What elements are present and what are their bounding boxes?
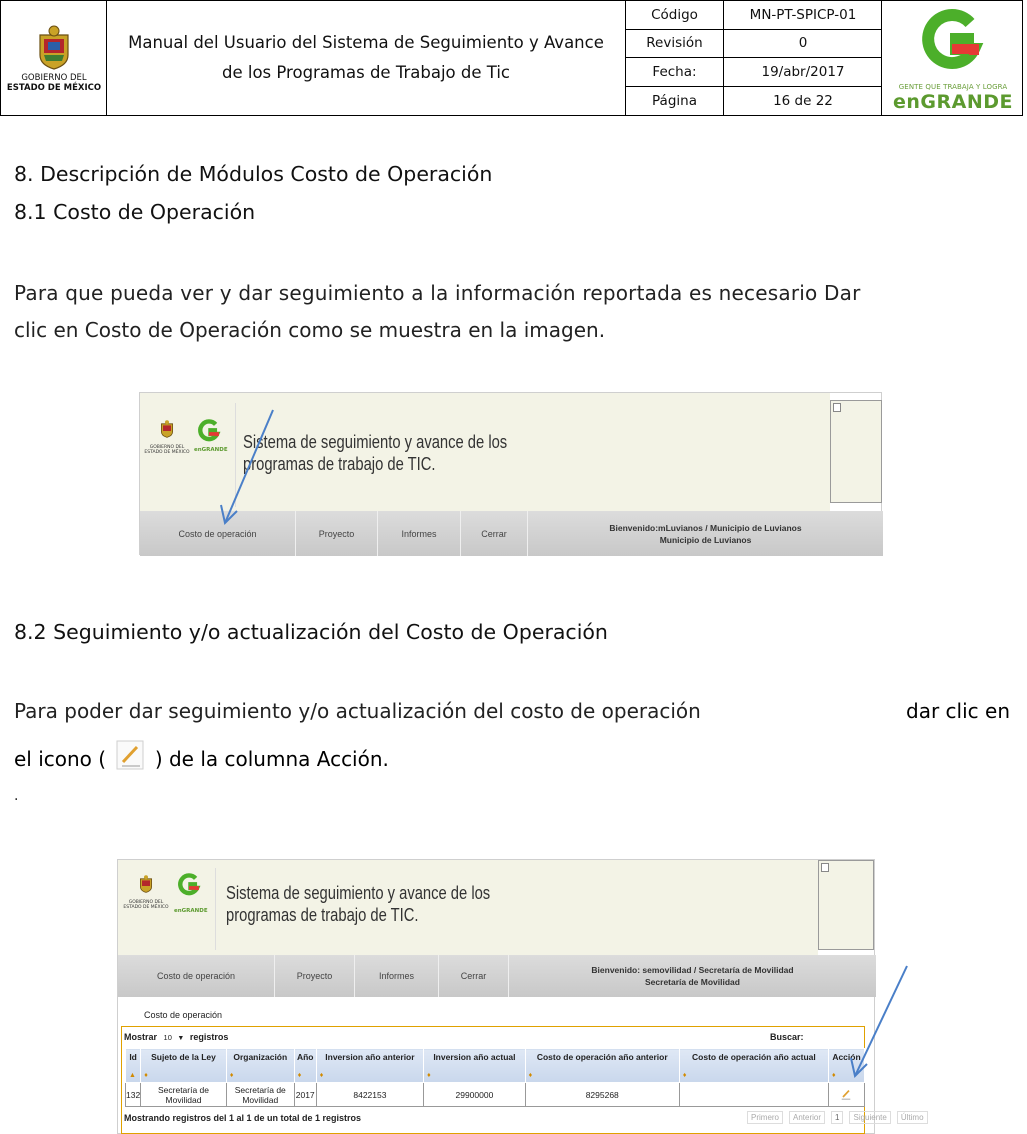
- dropdown-arrow-icon[interactable]: ▼: [177, 1035, 185, 1042]
- cell-inversion-actual: 29900000: [424, 1083, 526, 1107]
- records-label: registros: [189, 1032, 229, 1042]
- nav-informes[interactable]: Informes: [378, 511, 461, 556]
- welcome-line2: Secretaría de Movilidad: [645, 977, 740, 987]
- gob-line2: ESTADO DE MÉXICO: [6, 83, 102, 93]
- page-number[interactable]: 1: [831, 1111, 843, 1124]
- paragraph-8-2-text-d: ) de la columna Acción.: [154, 747, 389, 771]
- paragraph-8-2-line1: [14, 693, 1010, 729]
- nav-costo-operacion[interactable]: Costo de operación: [118, 955, 275, 997]
- paragraph-8-2-text-c: el icono (: [14, 747, 107, 771]
- sort-icon: ♦: [319, 1072, 324, 1079]
- system-title-line1: Sistema de seguimiento y avance de los: [243, 432, 508, 452]
- welcome-line1: Bienvenido: semovilidad / Secretaría de Movilidad: [591, 965, 794, 975]
- broken-image-icon: [821, 863, 829, 872]
- meta-key: Fecha:: [626, 58, 724, 86]
- paragraph-8-2-line2: [14, 740, 389, 777]
- nav-proyecto[interactable]: Proyecto: [275, 955, 355, 997]
- length-control: [124, 1032, 228, 1042]
- mini-engrande-text: enGRANDE: [194, 447, 228, 453]
- meta-key: Código: [626, 1, 724, 29]
- nav-informes[interactable]: Informes: [355, 955, 439, 997]
- document-meta: [626, 1, 882, 115]
- pointer-arrow: [215, 405, 285, 555]
- broken-image-box: [830, 400, 882, 503]
- sort-icon: ♦: [682, 1072, 687, 1079]
- coat-of-arms-icon: [138, 874, 154, 894]
- main-nav: [118, 955, 876, 997]
- table-panel: [121, 1026, 924, 1134]
- paragraph-8-2-text-a: Para poder dar seguimiento y/o actualización del costo de operación: [14, 699, 701, 723]
- screenshot-costo-table: [117, 859, 924, 1134]
- engrande-tagline: GENTE QUE TRABAJA Y LOGRA: [898, 83, 1008, 91]
- cell-costo-anterior: 8295268: [525, 1083, 679, 1107]
- mini-gob-text: GOBIERNO DEL ESTADO DE MÉXICO: [144, 445, 190, 455]
- nav-proyecto[interactable]: Proyecto: [296, 511, 378, 556]
- nav-costo-operacion[interactable]: Costo de operación: [140, 511, 296, 556]
- mini-engrande-text: enGRANDE: [174, 908, 208, 914]
- col-costo-anterior[interactable]: Costo de operación año anterior ♦: [525, 1049, 679, 1083]
- welcome-text: [509, 955, 876, 997]
- system-title-line2: programas de trabajo de TIC.: [226, 905, 419, 925]
- col-costo-actual[interactable]: Costo de operación año actual ♦: [679, 1049, 828, 1083]
- engrande-logo: [882, 1, 1024, 115]
- col-organizacion[interactable]: Organización ♦: [226, 1049, 294, 1083]
- sort-icon: ♦: [831, 1072, 836, 1079]
- engrande-word: enGRANDE: [893, 91, 1013, 113]
- paragraph-8-1-line2: clic en Costo de Operación como se muestra en la imagen.: [14, 318, 606, 342]
- meta-row: [626, 58, 882, 87]
- cell-sujeto: Secretaría de Movilidad: [141, 1083, 227, 1107]
- broken-image-icon: [833, 403, 841, 412]
- col-inversion-actual[interactable]: Inversion año actual ♦: [424, 1049, 526, 1083]
- sort-icon: ♦: [144, 1072, 148, 1079]
- page-first[interactable]: Primero: [747, 1111, 783, 1124]
- col-inversion-anterior[interactable]: Inversion año anterior ♦: [316, 1049, 423, 1083]
- broken-image-box: [818, 860, 874, 950]
- cell-costo-actual: [679, 1083, 828, 1107]
- document-title: Manual del Usuario del Sistema de Seguimiento y Avance de los Programas de Trabajo de Tic: [107, 1, 626, 115]
- system-title-line2: programas de trabajo de TIC.: [243, 454, 436, 474]
- meta-key: Página: [626, 87, 724, 116]
- coat-of-arms-icon: [34, 25, 74, 71]
- document-header: [0, 0, 1023, 116]
- nav-cerrar[interactable]: Cerrar: [461, 511, 528, 556]
- sort-icon: ♦: [528, 1072, 533, 1079]
- welcome-line2: Municipio de Luvianos: [659, 534, 752, 545]
- breadcrumb: Costo de operación: [144, 1010, 223, 1020]
- subsection-heading-8-1: 8.1 Costo de Operación: [14, 200, 256, 224]
- search-label: Buscar:: [770, 1032, 804, 1042]
- meta-row: [626, 87, 882, 116]
- meta-value: 16 de 22: [773, 92, 833, 109]
- col-id[interactable]: Id ▲: [126, 1049, 141, 1083]
- table-header-row: [126, 1049, 865, 1083]
- subsection-heading-8-2: 8.2 Seguimiento y/o actualización del Costo de Operación: [14, 620, 608, 644]
- section-heading: 8. Descripción de Módulos Costo de Operación: [14, 162, 493, 186]
- welcome-text: [528, 511, 883, 556]
- stray-dot: .: [14, 788, 19, 804]
- sort-icon: ♦: [229, 1072, 234, 1079]
- meta-value: 19/abr/2017: [761, 63, 845, 80]
- meta-value: MN-PT-SPICP-01: [749, 6, 857, 23]
- sort-icon: ▲: [129, 1072, 136, 1079]
- show-label: Mostrar: [124, 1032, 158, 1042]
- g-logo-icon: [922, 9, 982, 73]
- page-last[interactable]: Último: [897, 1111, 928, 1124]
- coat-of-arms-icon: [159, 419, 175, 439]
- meta-row: [626, 30, 882, 59]
- cell-inversion-anterior: 8422153: [316, 1083, 423, 1107]
- costo-table: [125, 1048, 865, 1107]
- paragraph-8-2-text-b: dar clic en: [906, 699, 1010, 723]
- gob-line1: GOBIERNO DEL: [21, 73, 87, 83]
- paragraph-8-1-line1: Para que pueda ver y dar seguimiento a la información reportada es necesario Dar: [14, 281, 861, 305]
- mini-gob-text: GOBIERNO DEL ESTADO DE MÉXICO: [123, 900, 169, 910]
- sort-icon: ♦: [427, 1072, 431, 1079]
- pagination: [747, 1111, 928, 1124]
- cell-id: 132: [126, 1083, 141, 1107]
- cell-anio: 2017: [294, 1083, 316, 1107]
- table-row: [126, 1083, 865, 1107]
- welcome-line1: Bienvenido:mLuvianos / Municipio de Luvianos: [609, 522, 802, 533]
- cell-organizacion: Secretaría de Movilidad: [226, 1083, 294, 1107]
- pointer-arrow: [845, 962, 915, 1102]
- gobierno-logo: [1, 1, 107, 115]
- col-sujeto[interactable]: Sujeto de la Ley ♦: [141, 1049, 227, 1083]
- edit-pencil-icon: [116, 740, 144, 770]
- table-info: Mostrando registros del 1 al 1 de un total de 1 registros: [124, 1113, 362, 1123]
- sort-icon: ♦: [297, 1072, 302, 1079]
- meta-value: 0: [798, 35, 808, 52]
- system-title-line1: Sistema de seguimiento y avance de los: [226, 883, 491, 903]
- col-accion[interactable]: Acción ♦: [828, 1049, 864, 1083]
- meta-key: Revisión: [626, 30, 724, 58]
- meta-row: [626, 1, 882, 30]
- g-logo-icon: [178, 873, 200, 897]
- page-prev[interactable]: Anterior: [789, 1111, 825, 1124]
- nav-cerrar[interactable]: Cerrar: [439, 955, 509, 997]
- system-banner: [118, 860, 818, 955]
- col-anio[interactable]: Año ♦: [294, 1049, 316, 1083]
- length-select[interactable]: 10: [163, 1033, 172, 1042]
- page-next[interactable]: Siguiente: [849, 1111, 890, 1124]
- banner-divider: [215, 868, 216, 950]
